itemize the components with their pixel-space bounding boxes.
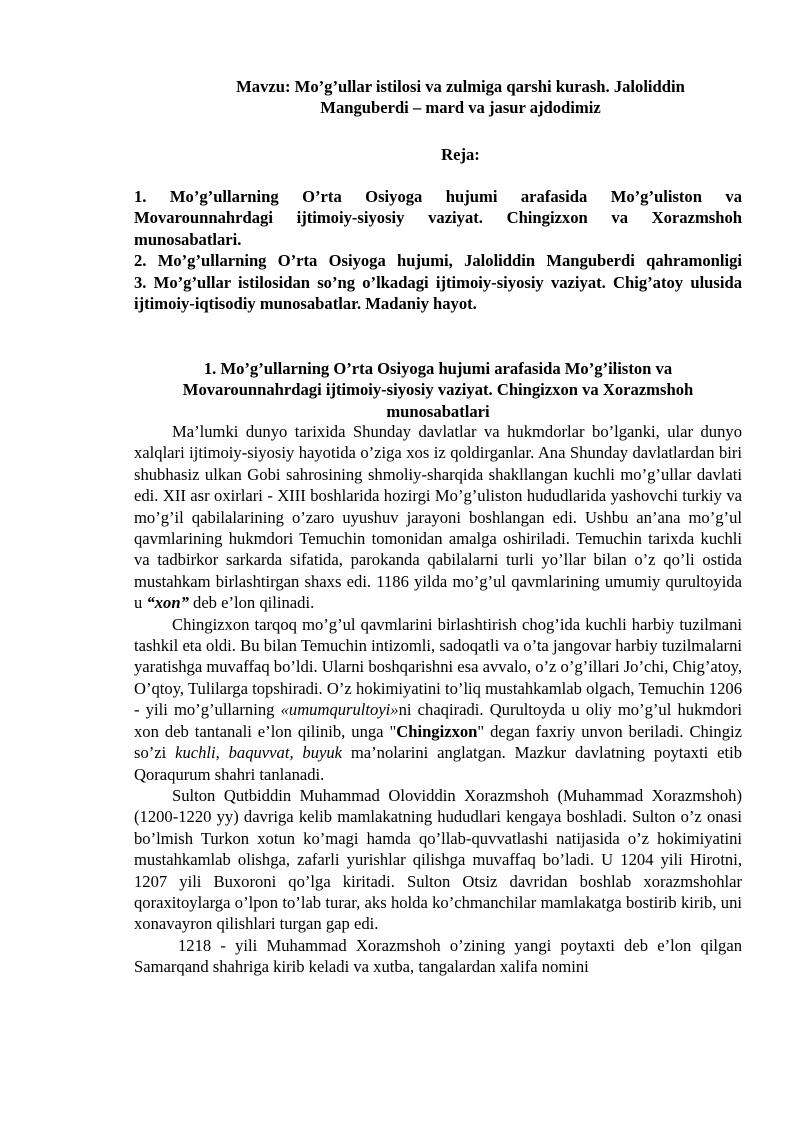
paragraph-4: 1218 - yili Muhammad Xorazmshoh o’zining yangi poytaxti deb e’lon qilgan Samarqand shahriga kirib keladi va xutba, tangalardan xalifa nomini [134,935,742,977]
paragraph-2-mid2: " degan faxriy unvon beriladi. Chingiz so’zi [134,721,742,763]
plan-item-3: 3. Mo’g’ullar istilosidan so’ng o’lkadagi ijtimoiy-siyosiy vaziyat. Chig’atoy ulusida ijtimoiy-iqtisodiy munosabatlar. Madaniy hayot. [134,272,742,314]
section-heading: 1. Mo’g’ullarning O’rta Osiyoga hujumi arafasida Mo’g’iliston va Movarounnahrdagi ijtimoiy-siyosiy vaziyat. Chingizxon va Xorazmshoh munosabatlari [182,359,694,421]
plan-list [134,186,742,314]
paragraph-3: Sulton Qutbiddin Muhammad Oloviddin Xorazmshoh (Muhammad Xorazmshoh) (1200-1220 yy) davriga kelib mamlakatning hududlari kengaya boshladi. Sulton o’z onasi bo’lmish Turkon xotun ko’magi hamda qo’llab-quvvatlashi natijasida o’z hokimiyatini mustahkamlab olishga, zafarli yurishlar qilishga muvaffaq bo’ladi. U 1204 yili Hirotni, 1207 yili Buxoroni qo’lga kiritadi. Sulton Otsiz davridan boshlab xorazmshohlar qoraxitoylarga o’lpon to’lab turar, aks holda ko’chmanchilar mamlakatga bostirib kirib, uni xonavayron qilishlari turgan gap edi. [134,785,742,934]
paragraph-1 [134,421,742,614]
plan-heading: Reja: [441,145,480,164]
title-line-1: Mavzu: Mo’g’ullar istilosi va zulmiga qarshi kurash. Jaloliddin [236,77,685,96]
paragraph-2-text: Chingizxon tarqoq mo’g’ul qavmlarini birlashtirish chog’ida kuchli harbiy tuzilmani tashkil eta oldi. Bu bilan Temuchin intizomli, sadoqatli va o’ta jangovar harbiy tuzilmalarni yaratishga muvaffaq bo’ldi. Ularni boshqarishni esa avvalo, o’z o’g’illari Jo’chi, Chig’atoy, O’qtoy, Tulilarga topshiradi. O’z hokimiyatini to’liq mustahkamlab olgach, Temuchin 1206 - yili mo’g’ullarning [134,614,742,720]
paragraph-2 [134,614,742,785]
paragraph-1-text: Ma’lumki dunyo tarixida Shunday davlatlar va hukmdorlar bo’lganki, ular dunyo xalqlari ijtimoiy-siyosiy hayotida o’ziga xos iz qoldirganlar. Ana Shunday davlatlardan biri shubhasiz ulkan Gobi sahrosining shmoliy-sharqida shakllangan kuchli mo’g’ullar davlati edi. XII asr oxirlari - XIII boshlarida hozirgi Mo’g’uliston hududlarida yashovchi turkiy va mo’g’il qabilalarining o’zaro uyushuv jarayoni boshlangan edi. Ushbu an’ana mo’g’ul qavmlarining hukmdori Temuchin tomonidan amalga oshiriladi. Temuchin tarixda kuchli va tadbirkor sarkarda sifatida, parokanda qabilalarni turli yo’llar bilan o’z qo’li ostida mustahkam birlashtirgan shaxs edi. 1186 yilda mo’g’ul qavmlarining umumiy qurultoyida u [134,422,742,613]
plan-item-2: 2. Mo’g’ullarning O’rta Osiyoga hujumi, Jaloliddin Manguberdi qahramonligi [134,251,742,271]
chingizxon-term: Chingizxon [396,721,478,741]
paragraph-2-end: ma’nolarini anglatgan. Mazkur davlatning poytaxti etib Qoraqurum shahri tanlanadi. [134,743,742,784]
body-text [134,421,742,978]
paragraph-2-mid: ni chaqiradi. Qurultoyda u oliy mo’g’ul hukmdori xon deb tantanali e’lon qilinib, unga " [134,700,743,741]
paragraph-1-end: deb e’lon qilinadi. [188,593,315,613]
title-line-2: Manguberdi – mard va jasur ajdodimiz [320,98,601,118]
xon-term: “xon” [146,593,189,613]
meaning-terms: kuchli, baquvvat, buyuk [175,743,343,763]
plan-item-1: 1. Mo’g’ullarning O’rta Osiyoga hujumi arafasida Mo’g’uliston va Movarounnahrdagi ijtimoiy-siyosiy vaziyat. Chingizxon va Xorazmshoh munosabatlari. [134,187,742,249]
umumqurultoyi-term: «umumqurultoyi» [280,700,399,720]
document-title [134,76,742,119]
